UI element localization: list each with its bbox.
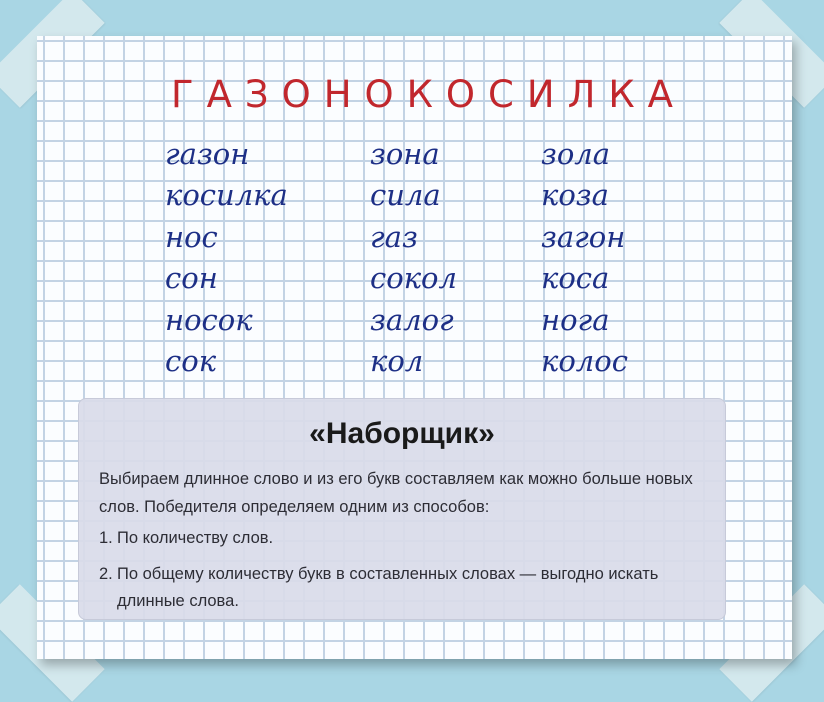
word-item: сок	[165, 343, 217, 378]
rules-list-item	[99, 561, 719, 615]
rules-list-item	[99, 525, 719, 552]
rules-item-text: По общему количеству букв в составленных словах — выгодно искать длинные слова.	[117, 565, 659, 610]
word-item: нога	[541, 302, 610, 337]
word-item: сила	[370, 178, 441, 213]
word-item: газон	[165, 137, 250, 171]
word-item: зона	[370, 137, 440, 171]
word-item: газ	[370, 219, 418, 254]
rules-item-number: 2.	[99, 565, 113, 583]
word-item: коза	[541, 178, 609, 213]
word-item: сокол	[370, 261, 457, 296]
word-item: коса	[541, 261, 610, 296]
word-item: загон	[541, 219, 626, 254]
word-column-3	[541, 134, 628, 382]
rules-list	[99, 525, 719, 624]
word-item: косилка	[165, 178, 288, 213]
long-word-title: ГАЗОНОКОСИЛКА	[171, 73, 686, 116]
graph-paper-sheet	[37, 36, 792, 659]
rules-title: «Наборщик»	[309, 417, 495, 450]
game-rules-box	[78, 398, 726, 620]
word-item: нос	[165, 219, 218, 254]
rules-intro: Выбираем длинное слово и из его букв составляем как можно больше новых слов. Победителя определяем одним из способов:	[99, 470, 693, 516]
word-column-1	[165, 134, 288, 382]
rules-item-text: По количеству слов.	[117, 529, 274, 547]
rules-item-number: 1.	[99, 529, 113, 547]
word-item: залог	[370, 302, 454, 337]
word-item: колос	[541, 343, 628, 378]
word-column-2	[370, 134, 457, 382]
word-item: сон	[165, 261, 218, 296]
word-item: зола	[541, 137, 611, 171]
word-item: носок	[165, 302, 253, 337]
word-item: кол	[370, 343, 424, 378]
